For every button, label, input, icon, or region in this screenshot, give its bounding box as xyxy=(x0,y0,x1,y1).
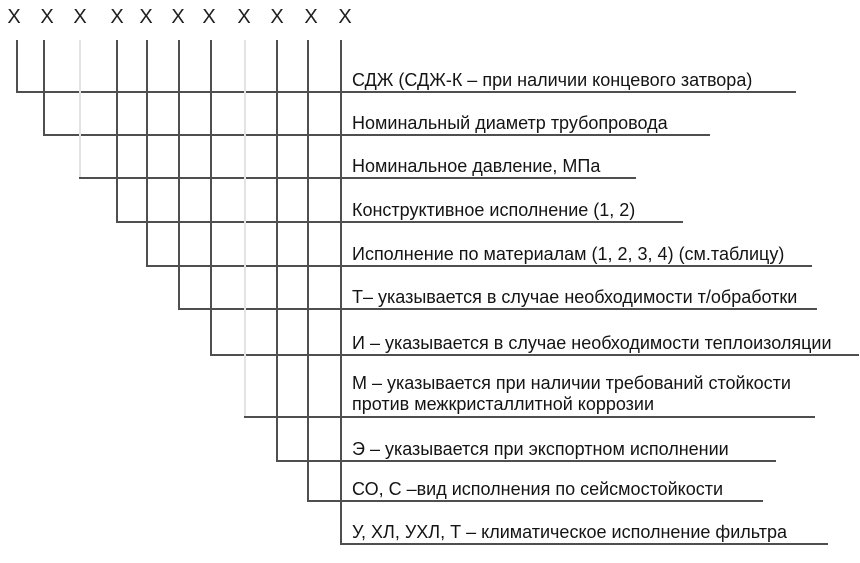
code-position-symbol: Х xyxy=(7,6,21,28)
field-label: Э – указывается при экспортном исполнении xyxy=(352,439,729,459)
connector-vline xyxy=(79,40,81,179)
connector-vline xyxy=(340,40,342,545)
code-position-symbol: Х xyxy=(171,6,185,28)
connector-hline xyxy=(244,416,815,418)
field-label: Номинальное давление, МПа xyxy=(352,156,601,176)
field-label: М – указывается при наличии требований стойкости против межкристаллитной коррозии xyxy=(352,373,791,414)
field-label: И – указывается в случае необходимости теплоизоляции xyxy=(352,333,832,353)
code-position-symbol: Х xyxy=(237,6,251,28)
code-position-symbol: Х xyxy=(110,6,124,28)
field-label: У, ХЛ, УХЛ, Т – климатическое исполнение фильтра xyxy=(352,522,788,542)
code-position-symbol: Х xyxy=(270,6,284,28)
connector-hline xyxy=(16,91,796,93)
code-position-symbol: Х xyxy=(304,6,318,28)
connector-vline xyxy=(146,40,148,267)
connector-hline xyxy=(340,543,828,545)
connector-hline xyxy=(79,177,636,179)
connector-vline xyxy=(307,40,309,502)
connector-hline xyxy=(116,221,683,223)
connector-vline xyxy=(16,40,18,93)
code-position-symbol: Х xyxy=(139,6,153,28)
code-position-symbol: Х xyxy=(73,6,87,28)
field-label: Исполнение по материалам (1, 2, 3, 4) (см.таблицу) xyxy=(352,244,785,264)
code-position-symbol: Х xyxy=(40,6,54,28)
code-position-symbol: Х xyxy=(202,6,216,28)
connector-hline xyxy=(307,500,763,502)
connector-vline xyxy=(43,40,45,136)
connector-hline xyxy=(178,308,817,310)
connector-vline xyxy=(244,40,246,418)
connector-vline xyxy=(210,40,212,356)
field-label: Конструктивное исполнение (1, 2) xyxy=(352,200,636,220)
field-label: Номинальный диаметр трубопровода xyxy=(352,113,668,133)
code-position-symbol: Х xyxy=(338,6,352,28)
field-label: СО, С –вид исполнения по сейсмостойкости xyxy=(352,479,724,499)
field-label: СДЖ (СДЖ-К – при наличии концевого затвора) xyxy=(352,70,753,90)
field-label: Т– указывается в случае необходимости т/обработки xyxy=(352,287,798,307)
connector-hline xyxy=(43,134,710,136)
connector-vline xyxy=(178,40,180,310)
connector-vline xyxy=(276,40,278,462)
connector-vline xyxy=(116,40,118,223)
connector-hline xyxy=(276,460,776,462)
